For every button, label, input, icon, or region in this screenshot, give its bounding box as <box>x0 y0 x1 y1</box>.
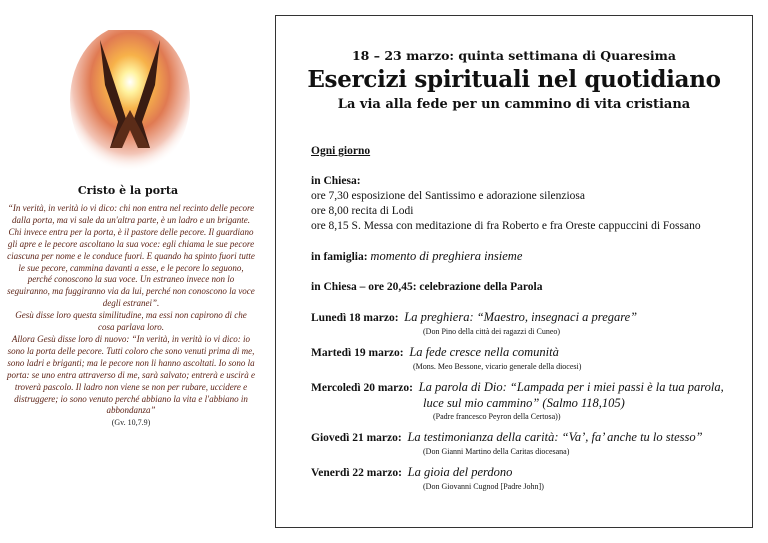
day-entry <box>311 465 751 492</box>
quote-reference: (Gv. 10,7.9) <box>111 418 151 428</box>
week-heading: 18 – 23 marzo: quinta settimana di Quaresima <box>351 48 677 63</box>
day-theme: La preghiera: “Maestro, insegnaci a pregare” <box>404 310 638 324</box>
page-title: Esercizi spirituali nel quotidiano <box>307 66 721 93</box>
day-speaker: (Don Gianni Martino della Caritas diocesana) <box>423 447 570 456</box>
church-item: ore 8,15 S. Messa con meditazione di fra Roberto e fra Oreste cappuccini di Fossano <box>311 220 701 232</box>
day-label: Martedì 19 marzo: <box>311 347 404 359</box>
left-column <box>0 0 272 543</box>
day-label: Mercoledì 20 marzo: <box>311 382 413 394</box>
gospel-quote <box>6 203 256 429</box>
day-theme: La parola di Dio: “Lampada per i miei passi è la tua parola, <box>418 380 724 394</box>
day-speaker: (Padre francesco Peyron della Certosa)) <box>433 412 561 421</box>
church-item: ore 7,30 esposizione del Santissimo e adorazione silenziosa <box>311 190 586 202</box>
day-entry <box>311 380 751 422</box>
day-speaker: (Don Pino della città dei ragazzi di Cuneo) <box>423 327 561 336</box>
day-speaker: (Don Giovanni Cugnod [Padre John]) <box>423 482 544 491</box>
page-subtitle: La via alla fede per un cammino di vita cristiana <box>337 97 691 112</box>
sunset-hands-photo <box>70 30 190 180</box>
day-entry <box>311 430 751 457</box>
church-item: ore 8,00 recita di Lodi <box>311 205 414 217</box>
day-theme: La fede cresce nella comunità <box>409 345 559 359</box>
day-theme: La gioia del perdono <box>407 465 513 479</box>
word-celebration: in Chiesa – ore 20,45: celebrazione della Parola <box>311 281 543 293</box>
day-label: Giovedì 21 marzo: <box>311 432 402 444</box>
program-content <box>311 144 751 492</box>
day-theme-cont: luce sul mio cammino” (Salmo 118,105) <box>423 396 625 410</box>
family-label: in famiglia: <box>311 251 368 263</box>
quote-title: Cristo è la porta <box>77 184 179 197</box>
day-entry <box>311 345 751 372</box>
church-label: in Chiesa: <box>311 175 361 187</box>
day-label: Venerdì 22 marzo: <box>311 467 402 479</box>
day-label: Lunedì 18 marzo: <box>311 312 399 324</box>
day-entry <box>311 310 751 337</box>
program-box <box>275 15 753 528</box>
day-theme: La testimonianza della carità: “Va’, fa’ anche tu lo stesso” <box>407 430 703 444</box>
quote-text: “In verità, in verità io vi dico: chi non entra nel recinto delle pecore dalla porta, ma vi sale da un'altra parte, è un ladro e un brigante. Chi invece entra per la porta, è il pastore delle pecore. Il guardiano gli apre e le pecore ascoltano la sua voce: egli chiama le sue pecore ciascuna per nome e le conduce fuori. E quando ha spinto fuori tutte le sue pecore, cammina davanti a esse, e le pecore lo seguono, perché conoscono la sua voce. Un estraneo invece non lo seguiranno, ma fuggiranno via da lui, perché non conoscono la voce degli estranei”. Gesù disse loro questa similitudine, ma essi non capirono di che cosa parlava loro. Allora Gesù disse loro di nuovo: “In verità, in verità io vi dico: io sono la porta delle pecore. Tutti coloro che sono venuti prima di me, sono ladri e briganti; ma le pecore non li hanno ascoltati. Io sono la porta: se uno entra attraverso di me, sarà salvato; entrerà e uscirà e troverà pascolo. Il ladro non viene se non per rubare, uccidere e distruggere; io sono venuto perché abbiano la vita e l'abbiano in abbondanza” <box>7 203 255 416</box>
day-speaker: (Mons. Meo Bessone, vicario generale della diocesi) <box>413 362 582 371</box>
daily-heading: Ogni giorno <box>311 145 371 157</box>
family-text: momento di preghiera insieme <box>370 249 523 263</box>
